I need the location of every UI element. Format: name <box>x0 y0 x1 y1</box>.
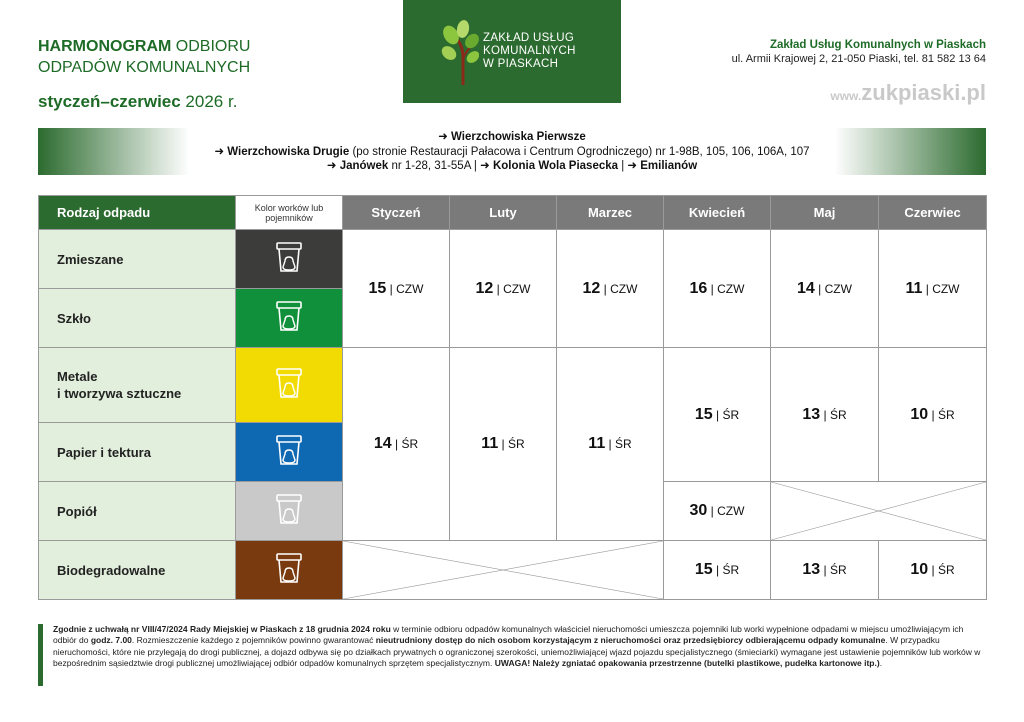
separator: | <box>391 437 402 451</box>
street-separator: | <box>618 160 628 172</box>
separator: | <box>707 281 718 296</box>
logo-line1: ZAKŁAD USŁUG <box>483 32 575 44</box>
pickup-date <box>343 230 450 348</box>
arrow-icon: ➜ <box>480 160 493 172</box>
schedule-table <box>38 195 987 600</box>
separator: | <box>814 281 825 296</box>
pickup-day: 15 <box>694 561 713 578</box>
pickup-date <box>664 541 771 600</box>
note-bold-7: UWAGA! Należy zgniatać opakowania przestrzenne (butelki plastikowe, pudełka kartonowe itp.) <box>494 657 880 668</box>
table-row <box>39 348 987 423</box>
month-header: Luty <box>450 196 557 230</box>
pickup-day: 14 <box>373 435 392 452</box>
pickup-weekday: CZW <box>396 281 424 296</box>
pickup-date <box>771 230 879 348</box>
bin-icon <box>275 241 303 273</box>
bin-color-cell <box>236 482 343 541</box>
table-row <box>39 230 987 289</box>
pickup-day: 10 <box>910 561 929 578</box>
separator: | <box>928 563 938 577</box>
separator: | <box>605 437 616 451</box>
pickup-date <box>450 230 557 348</box>
pickup-weekday: CZW <box>824 281 852 296</box>
pickup-weekday: ŚR <box>722 563 740 577</box>
pickup-weekday: CZW <box>503 281 531 296</box>
month-header: Maj <box>771 196 879 230</box>
pickup-date <box>771 541 879 600</box>
separator: | <box>386 281 397 296</box>
pickup-date <box>879 541 987 600</box>
separator: | <box>493 281 504 296</box>
note-bold-5: nieutrudniony dostęp do nich osobom korzystającym z nieruchomości oraz przedsiębiorcy odbierającemu odpady komunalne <box>375 635 886 646</box>
bin-color-cell <box>236 348 343 423</box>
regulation-note <box>38 624 986 686</box>
bin-color-cell <box>236 423 343 482</box>
period-rest: 2026 r. <box>180 92 238 111</box>
title-rest: ODBIORU <box>171 38 251 55</box>
period-bold: styczeń–czerwiec <box>38 92 181 111</box>
pickup-date <box>879 348 987 482</box>
arrow-icon: ➜ <box>627 160 641 172</box>
pickup-day: 30 <box>689 502 708 519</box>
title-line2: ODPADÓW KOMUNALNYCH <box>38 59 251 76</box>
waste-name: Biodegradowalne <box>39 541 236 600</box>
no-pickup-cell <box>343 541 664 600</box>
table-row <box>39 541 987 600</box>
company-address: ul. Armii Krajowej 2, 21-050 Piaski, tel. 81 582 13 64 <box>731 53 986 65</box>
pickup-date <box>664 230 771 348</box>
note-bold-1: Zgodnie z uchwałą nr VIII/47/2024 Rady Miejskiej w Piaskach z 18 grudnia 2024 roku <box>53 624 391 634</box>
separator: | <box>922 281 933 296</box>
pickup-weekday: CZW <box>932 281 960 296</box>
month-header: Czerwiec <box>879 196 987 230</box>
pickup-weekday: ŚR <box>829 407 847 422</box>
arrow-icon: ➜ <box>326 160 340 172</box>
schedule-title <box>38 36 250 112</box>
street-1: Wierzchowiska Pierwsze <box>451 131 586 143</box>
note-text-2: w terminie odbioru odpadów komunalnych właściciel nieruchomości umieszcza pojemniki lub worki wypełnione odpadami w miejscu umożliwiającym ich odbiór do <box>53 624 964 646</box>
pickup-day: 13 <box>802 561 821 578</box>
title-bold: HARMONOGRAM <box>38 38 172 55</box>
pickup-weekday: ŚR <box>508 437 525 451</box>
website-link[interactable] <box>830 80 986 106</box>
cross-out-icon <box>343 541 663 599</box>
waste-name: Szkło <box>39 289 236 348</box>
bin-icon <box>275 300 303 332</box>
separator: | <box>498 437 509 451</box>
pickup-weekday: ŚR <box>937 407 955 422</box>
street-2: Wierzchowiska Drugie <box>227 145 350 158</box>
header-row <box>39 196 987 230</box>
pickup-date <box>557 348 664 541</box>
separator: | <box>600 281 611 296</box>
pickup-day: 12 <box>475 279 494 297</box>
separator: | <box>928 407 938 422</box>
month-header: Styczeń <box>343 196 450 230</box>
note-bold-3: godz. 7.00 <box>90 635 132 646</box>
street-2-detail: (po stronie Restauracji Pałacowa i Centrum Ogrodniczego) nr 1-98B, 105, 106, 106A, 107 <box>349 145 810 158</box>
arrow-icon: ➜ <box>214 145 228 158</box>
waste-name: Metale i tworzywa sztuczne <box>39 348 236 423</box>
pickup-weekday: CZW <box>717 504 745 518</box>
street-5: Emilianów <box>640 160 698 172</box>
note-text-8: . <box>879 657 883 668</box>
street-4: Kolonia Wola Piasecka <box>492 160 619 172</box>
waste-name: Zmieszane <box>39 230 236 289</box>
pickup-day: 16 <box>689 279 708 297</box>
bin-icon <box>275 367 303 399</box>
pickup-weekday: ŚR <box>937 563 955 577</box>
bin-color-cell <box>236 230 343 289</box>
pickup-date <box>450 348 557 541</box>
bin-icon <box>275 434 303 466</box>
month-header: Kwiecień <box>664 196 771 230</box>
separator: | <box>820 563 830 577</box>
pickup-date <box>771 348 879 482</box>
pickup-weekday: ŚR <box>615 437 632 451</box>
pickup-day: 11 <box>905 279 923 297</box>
separator: | <box>820 407 830 422</box>
pickup-day: 15 <box>694 405 713 423</box>
pickup-day: 12 <box>582 279 601 297</box>
pickup-date <box>879 230 987 348</box>
bin-icon <box>275 552 303 584</box>
bin-color-cell <box>236 289 343 348</box>
month-header: Marzec <box>557 196 664 230</box>
pickup-date <box>557 230 664 348</box>
pickup-day: 15 <box>368 279 387 297</box>
col-waste-header: Rodzaj odpadu <box>39 196 236 230</box>
pickup-weekday: ŚR <box>401 437 419 451</box>
logo-line2: KOMUNALNYCH <box>483 45 576 57</box>
company-info <box>732 38 986 66</box>
separator: | <box>712 563 723 577</box>
pickup-weekday: ŚR <box>722 407 740 422</box>
separator: | <box>707 504 718 518</box>
waste-name: Popiół <box>39 482 236 541</box>
pickup-weekday: CZW <box>610 281 638 296</box>
street-3: Janówek <box>339 160 389 172</box>
pickup-date <box>343 348 450 541</box>
streets-banner <box>38 128 986 175</box>
note-text-4: . Rozmieszczenie każdego z pojemników powinno gwarantować <box>131 635 376 646</box>
company-name: Zakład Usług Komunalnych w Piaskach <box>769 39 986 51</box>
bin-icon <box>275 493 303 525</box>
waste-name: Papier i tektura <box>39 423 236 482</box>
company-logo <box>403 0 621 103</box>
pickup-day: 13 <box>802 405 821 423</box>
tree-logo-icon <box>441 19 479 85</box>
bin-color-cell <box>236 541 343 600</box>
logo-line3: W PIASKACH <box>483 58 559 70</box>
pickup-date <box>664 482 771 541</box>
col-color-header: Kolor worków lub pojemników <box>236 196 343 230</box>
website-domain: zukpiaski.pl <box>861 80 986 105</box>
pickup-day: 14 <box>797 279 815 297</box>
pickup-day: 11 <box>588 435 606 452</box>
cross-out-icon <box>771 482 986 540</box>
website-prefix: www. <box>830 89 862 103</box>
note-text-6: . W przypadku nieruchomości, które nie przylegają do drogi publicznej, a dojazd odbywa się po działkach prywatnych o ograniczonej szerokości, uniemożliwiającej wjazd pojazdu specjalistycznego (śmieciarki) wymagane jest ustawienie pojemników lub worków w bezpośrednim sąsiedztwie drogi publicznej umożliwiającej odbiór odpadów komunalnych sprzętem specjalistycznym. <box>53 635 981 668</box>
pickup-day: 11 <box>481 435 499 452</box>
pickup-day: 10 <box>910 405 929 423</box>
separator: | <box>712 407 723 422</box>
arrow-icon: ➜ <box>438 131 452 143</box>
pickup-weekday: ŚR <box>829 563 847 577</box>
street-3-detail: nr 1-28, 31-55A | <box>388 160 481 172</box>
pickup-date <box>664 348 771 482</box>
no-pickup-cell <box>771 482 987 541</box>
pickup-weekday: CZW <box>717 281 745 296</box>
